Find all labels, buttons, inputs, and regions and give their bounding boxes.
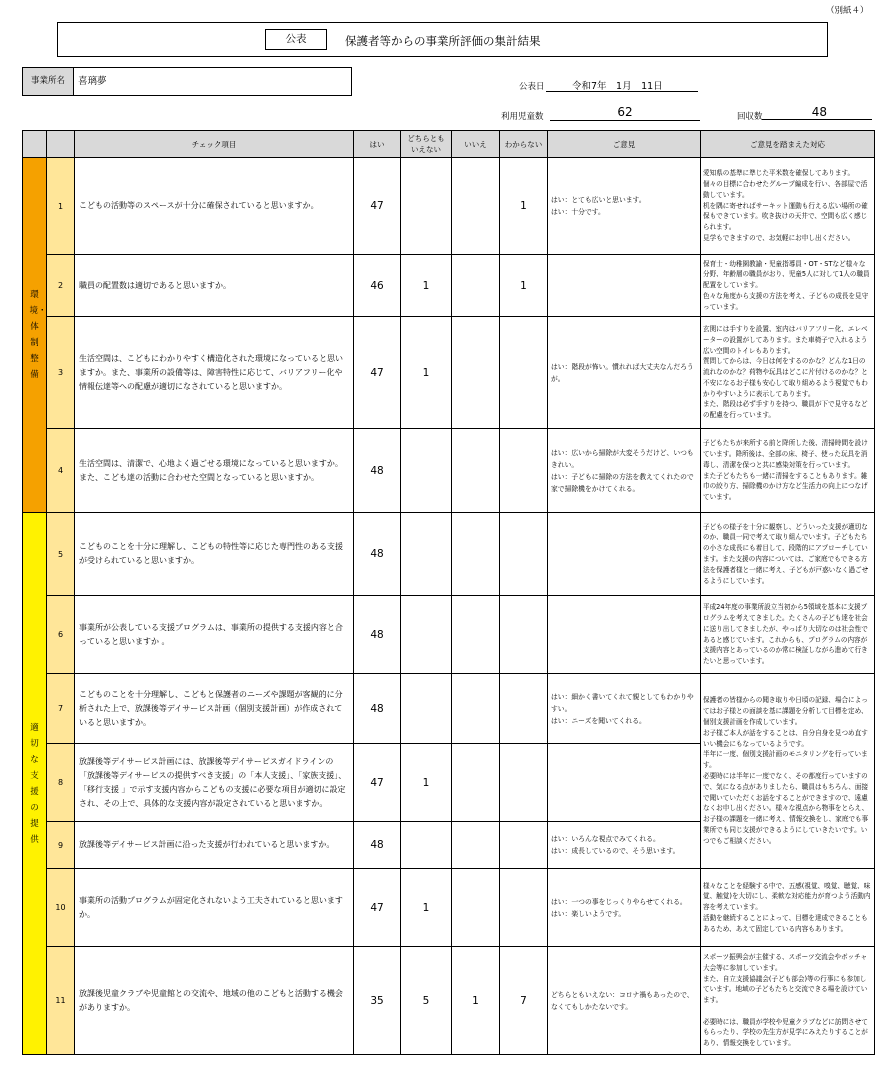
no-count	[452, 744, 500, 822]
yes-count: 48	[354, 674, 401, 744]
row-number: 11	[47, 947, 75, 1055]
neither-count	[401, 596, 452, 674]
yes-count: 46	[354, 255, 401, 317]
check-item: 放課後児童クラブや児童館との交流や、地域の他のこどもと活動する機会がありますか。	[75, 947, 354, 1055]
yes-count: 35	[354, 947, 401, 1055]
unknown-count	[500, 744, 548, 822]
no-count	[452, 158, 500, 255]
neither-count: 5	[401, 947, 452, 1055]
yes-count: 48	[354, 513, 401, 596]
check-item: こどものことを十分理解し、こどもと保護者のニーズや課題が客観的に分析された上で、放課後等デイサービス計画（個別支援計画）が作成されていると思いますか。	[75, 674, 354, 744]
unknown-count	[500, 317, 548, 429]
unknown-count	[500, 596, 548, 674]
unknown-count	[500, 674, 548, 744]
no-count	[452, 822, 500, 869]
category-support: 適切な支援の提供	[23, 513, 47, 1055]
neither-count: 1	[401, 869, 452, 947]
yes-count: 47	[354, 744, 401, 822]
table-row	[23, 596, 875, 674]
no-count	[452, 674, 500, 744]
response-text: スポーツ振興会が主催する、スポーツ交流会やボッチャ大会等に参加しています。 また、自立支援協議会(子ども部会)等の行事にも参加しています。地域の子どもたちと交流できる場を設けています。 必要時には、職員が学校や児童クラブなどに訪問させてもらったり、学校の先生方が見学にみえたりすることがあり、情報交換をしています。	[701, 947, 875, 1055]
neither-count: 1	[401, 255, 452, 317]
office-name-value: 喜璃夢	[78, 76, 107, 87]
row-number: 2	[47, 255, 75, 317]
row-number: 1	[47, 158, 75, 255]
neither-count	[401, 158, 452, 255]
yes-count: 47	[354, 158, 401, 255]
users-value: 62	[550, 105, 700, 121]
check-item: 生活空間は、清潔で、心地よく過ごせる環境になっていると思いますか。また、こども達の活動に合わせた空間となっていると思いますか。	[75, 429, 354, 513]
opinion-text	[548, 744, 701, 822]
unknown-count	[500, 429, 548, 513]
table-row	[23, 947, 875, 1055]
header-blank-2	[47, 131, 75, 158]
neither-count	[401, 674, 452, 744]
row-number: 6	[47, 596, 75, 674]
no-count: 1	[452, 947, 500, 1055]
header-unknown: わからない	[500, 131, 548, 158]
response-text: 愛知県の基準に準じた平米数を確保してあります。 個々の目標に合わせたグループ編成を行い、各部屋で活動しています。 机を隅に寄せればサーキット運動も行える広い場所の確保もできています。吹き抜けの天井で、空間も広く感じられます。 見学もできますので、お気軽にお申し出ください。	[701, 158, 875, 255]
opinion-text: はい：細かく書いてくれて親としてもわかりやすい。 はい：ニーズを聞いてくれる。	[548, 674, 701, 744]
row-number: 4	[47, 429, 75, 513]
neither-count: 1	[401, 317, 452, 429]
neither-count	[401, 822, 452, 869]
response-text: 子どもの様子を十分に観察し、どういった支援が適切なのか、職員一同で考えて取り組んでいます。子どもたちの小さな成長にも着目して、段階的にアプローチしています。また支援の内容については、ご家庭でもできる方法を保護者様と一緒に考え、子どもが戸惑いなく過ごせるようにしています。	[701, 513, 875, 596]
table-row	[23, 869, 875, 947]
unknown-count	[500, 869, 548, 947]
row-number: 10	[47, 869, 75, 947]
response-text: 保育士・幼稚園教諭・児童指導員・OT・STなど様々な分野、年齢層の職員がおり、児童5人に対して1人の職員配置をしています。 色々な角度から支援の方法を考え、子どもの成長を見守っています。	[701, 255, 875, 317]
no-count	[452, 429, 500, 513]
no-count	[452, 317, 500, 429]
opinion-text	[548, 513, 701, 596]
header-yes: はい	[354, 131, 401, 158]
page-title: 保護者等からの事業所評価の集計結果	[345, 34, 541, 48]
header-neither: どちらとも いえない	[401, 131, 452, 158]
no-count	[452, 255, 500, 317]
response-text: 様々なことを経験する中で、五感(視覚、嗅覚、聴覚、味覚、触覚)を大切にし、柔軟な対応能力が育つよう活動内容を考えています。 活動を継続することによって、目標を達成できることもあるため、あえて固定している内容もあります。	[701, 869, 875, 947]
header-response: ご意見を踏まえた対応	[701, 131, 875, 158]
check-item: こどもの活動等のスペースが十分に確保されていると思いますか。	[75, 158, 354, 255]
opinion-text: はい：階段が怖い。慣れれば大丈夫なんだろうが。	[548, 317, 701, 429]
header-opinions: ご意見	[548, 131, 701, 158]
check-item: こどものことを十分に理解し、こどもの特性等に応じた専門性のある支援が受けられていると思いますか。	[75, 513, 354, 596]
yes-count: 48	[354, 822, 401, 869]
response-text-merged: 保護者の皆様からの聞き取りや日頃の記録、場合によってはお子様との面談を基に課題を分析して目標を定め、個別支援計画を作成しています。 お子様ご本人が話をすることは、自分自身を見つめ直すいい機会にもなっているようです。 半年に一度、個別支援計画のモニタリングを行っています。 必要時には半年に一度でなく、その都度行っていますので、気になる点がありましたら、職員はもちろん、面接で聞いていただくお話をすることができますので、遠慮なくお申し出ください。様々な視点から物事をとらえ、お子様の課題を一緒に考え、情報交換をし、家庭でも事業所でも同じ支援ができるようにしていきたいです。いつでもご相談ください。	[701, 674, 875, 869]
row-number: 3	[47, 317, 75, 429]
response-text: 子どもたちが来所する前と降所した後、清掃時間を設けています。降所後は、全部の床、椅子、使った玩具を消毒し、清潔を保つと共に感染対策を行っています。 また子どもたちも一緒に清掃をすることもあります。雑巾の絞り方、掃除機のかけ方など生活力の向上につなげています。	[701, 429, 875, 513]
unknown-count	[500, 822, 548, 869]
opinion-text: はい：とても広いと思います。 はい：十分です。	[548, 158, 701, 255]
responses-label: 回収数	[737, 112, 763, 122]
opinion-text: はい：広いから掃除が大変そうだけど、いつもきれい。 はい：子どもに掃除の方法を教えてくれたので家で掃除機をかけてくれる。	[548, 429, 701, 513]
yes-count: 47	[354, 317, 401, 429]
table-row	[23, 513, 875, 596]
annex-label: （別紙４）	[826, 6, 869, 16]
table-row	[23, 255, 875, 317]
check-item: 放課後等デイサービス計画には、放課後等デイサービスガイドラインの「放課後等デイサービスの提供すべき支援」の「本人支援」、「家族支援」、「移行支援 」で示す支援内容からこどもの支援に必要な項目が適切に設定され、その上で、具体的な支援内容が設定されていると思いますか。	[75, 744, 354, 822]
table-row	[23, 158, 875, 255]
check-item: 放課後等デイサービス計画に沿った支援が行われていると思いますか。	[75, 822, 354, 869]
yes-count: 48	[354, 596, 401, 674]
row-number: 5	[47, 513, 75, 596]
yes-count: 47	[354, 869, 401, 947]
evaluation-table	[22, 130, 875, 1055]
row-number: 9	[47, 822, 75, 869]
office-name-box	[22, 67, 352, 96]
unknown-count: 1	[500, 255, 548, 317]
header-blank-1	[23, 131, 47, 158]
opinion-text: はい：一つの事をじっくりやらせてくれる。 はい：楽しいようです。	[548, 869, 701, 947]
response-text: 平成24年度の事業所設立当初から5領域を基本に支援プログラムを考えてきました。たくさんの子ども達を社会に送り出してきましたが、やっぱり大切なのは社会性であると感じています。これからも、プログラムの内容が支援内容とあっているのか常に検証しながら進めて行きたいと思っています。	[701, 596, 875, 674]
table-row	[23, 674, 875, 744]
check-item: 職員の配置数は適切であると思いますか。	[75, 255, 354, 317]
row-number: 8	[47, 744, 75, 822]
response-text: 玄関には手すりを設置、室内はバリアフリー化、エレベーターの設置がしてあります。また車椅子で入れるよう広い空間のトイレもあります。 質問してからは、今日は何をするのかな？どんな1日の流れなのかな？荷物や玩具はどこに片付けるのかな？と不安になるお子様も安心して取り組めるよう視覚でもわかりやすいように表示してあります。 また、階段は必ず手すりを持つ、職員が下で見守るなどの配慮を行っています。	[701, 317, 875, 429]
public-tag: 公表	[265, 29, 327, 50]
row-number: 7	[47, 674, 75, 744]
unknown-count: 1	[500, 158, 548, 255]
no-count	[452, 596, 500, 674]
unknown-count	[500, 513, 548, 596]
neither-count: 1	[401, 744, 452, 822]
check-item: 事業所の活動プログラムが固定化されないよう工夫されていると思いますか。	[75, 869, 354, 947]
table-row	[23, 317, 875, 429]
no-count	[452, 869, 500, 947]
header-row	[23, 131, 875, 158]
check-item: 生活空間は、こどもにわかりやすく構造化された環境になっていると思いますか。また、事業所の設備等は、障害特性に応じて、バリアフリー化や情報伝達等への配慮が適切になされていると思いますか。	[75, 317, 354, 429]
pub-date-label: 公表日	[519, 82, 545, 92]
table-row	[23, 429, 875, 513]
no-count	[452, 513, 500, 596]
check-item: 事業所が公表している支援プログラムは、事業所の提供する支援内容と合っていると思いますか 。	[75, 596, 354, 674]
opinion-text: どちらともいえない：コロナ禍もあったので、なくてもしかたないです。	[548, 947, 701, 1055]
unknown-count: 7	[500, 947, 548, 1055]
opinion-text	[548, 596, 701, 674]
neither-count	[401, 513, 452, 596]
yes-count: 48	[354, 429, 401, 513]
users-label: 利用児童数	[501, 112, 544, 122]
header-no: いいえ	[452, 131, 500, 158]
neither-count	[401, 429, 452, 513]
opinion-text	[548, 255, 701, 317]
header-item: チェック項目	[75, 131, 354, 158]
office-name-label: 事業所名	[23, 68, 74, 95]
opinion-text: はい：いろんな視点でみてくれる。 はい：成長しているので、そう思います。	[548, 822, 701, 869]
category-environment: 環境・体制整備	[23, 158, 47, 513]
pub-date-value: 令和7年 1月 11日	[546, 78, 698, 92]
responses-value: 48	[762, 105, 872, 120]
